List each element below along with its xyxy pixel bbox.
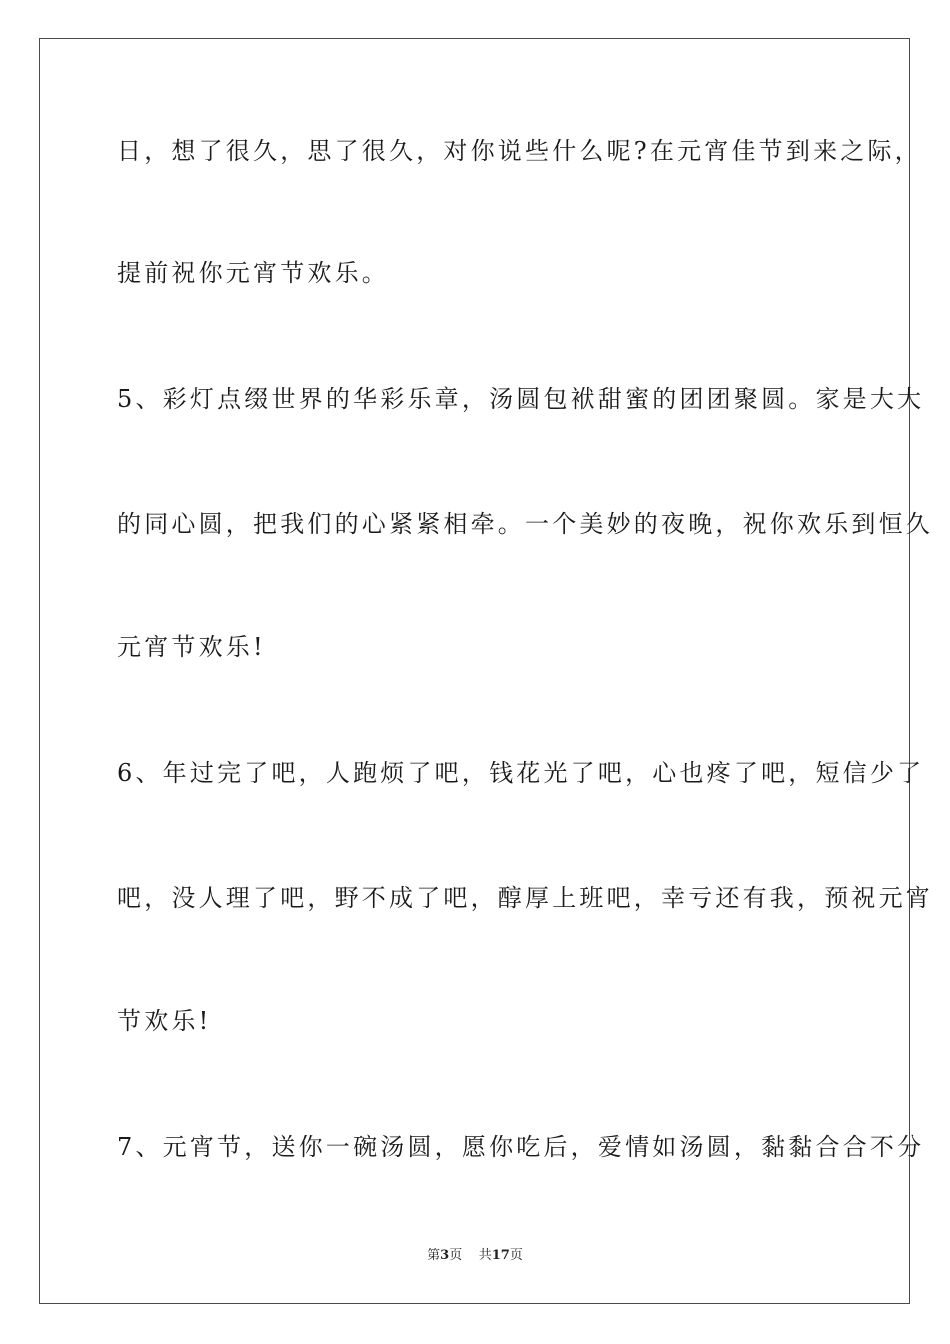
page-footer	[0, 1247, 950, 1265]
total-pages: 17	[491, 1248, 510, 1263]
text-line: 日，想了很久，思了很久，对你说些什么呢?在元宵佳节到来之际，	[117, 137, 922, 165]
text-line: 5、彩灯点缀世界的华彩乐章，汤圆包袱甜蜜的团团聚圆。家是大大	[117, 385, 925, 413]
text-line: 元宵节欢乐!	[117, 633, 266, 661]
text-line: 7、元宵节，送你一碗汤圆，愿你吃后，爱情如汤圆，黏黏合合不分	[117, 1133, 925, 1161]
text-line: 吧，没人理了吧，野不成了吧，醇厚上班吧，幸亏还有我，预祝元宵	[117, 884, 933, 912]
total-prefix: 共	[478, 1248, 492, 1263]
text-line: 节欢乐!	[117, 1007, 212, 1035]
page-suffix: 页	[449, 1248, 463, 1263]
text-line: 的同心圆，把我们的心紧紧相牵。一个美妙的夜晚，祝你欢乐到恒久	[117, 510, 933, 538]
page-prefix: 第	[427, 1248, 441, 1263]
text-line: 提前祝你元宵节欢乐。	[117, 259, 389, 287]
page-number: 3	[440, 1248, 450, 1263]
text-line: 6、年过完了吧，人跑烦了吧，钱花光了吧，心也疼了吧，短信少了	[117, 759, 925, 787]
total-suffix: 页	[509, 1248, 523, 1263]
page-border	[39, 38, 933, 1304]
